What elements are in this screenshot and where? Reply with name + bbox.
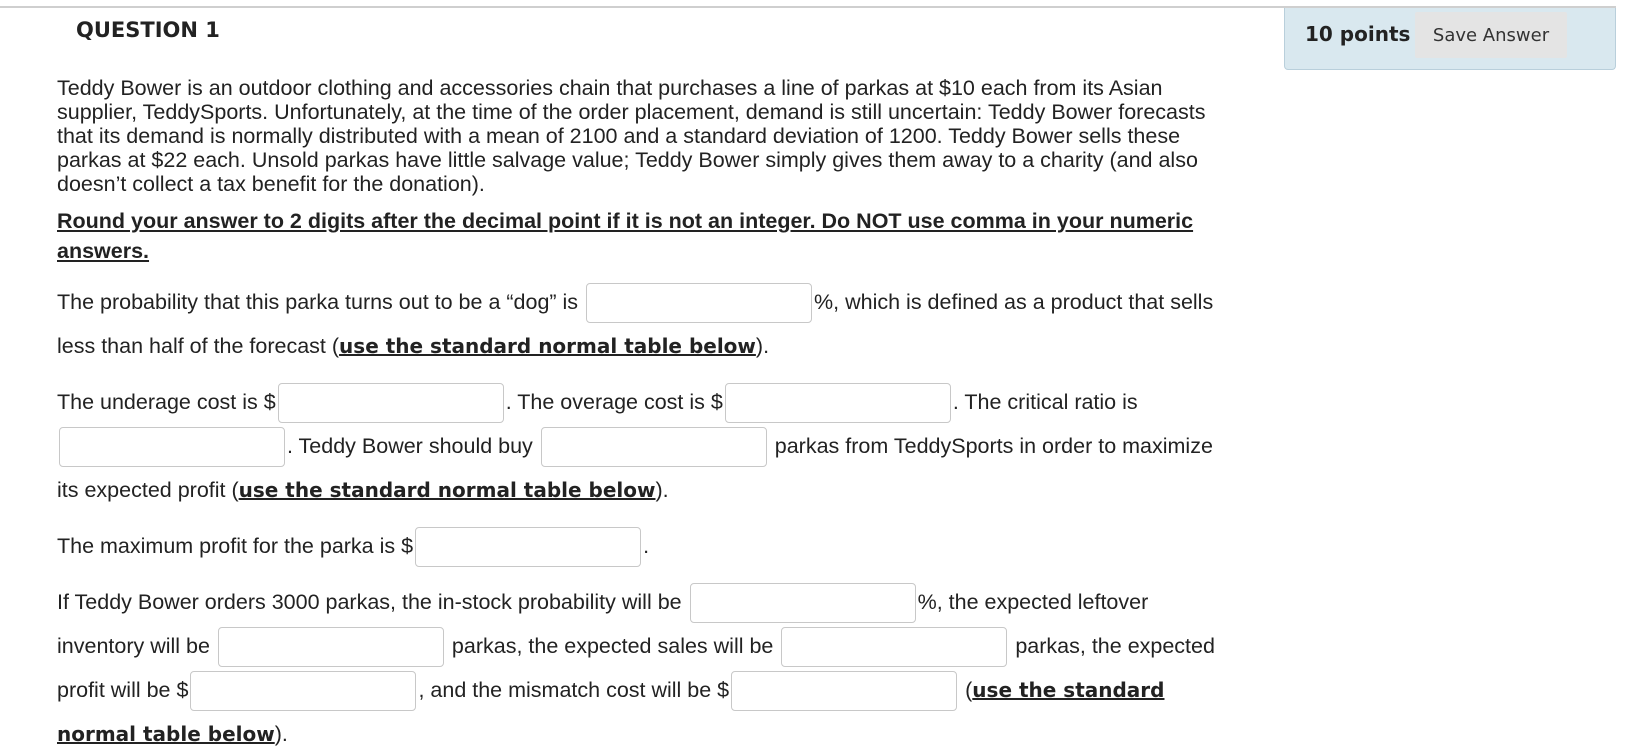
text: The probability that this parka turns out to be a “dog” is (57, 290, 585, 314)
overage-cost-input[interactable] (725, 383, 951, 423)
order-3000-paragraph (57, 580, 1217, 756)
text: %, which is defined as a product that sells less than half of the forecast ( (57, 290, 1214, 358)
rounding-instruction: Round your answer to 2 digits after the decimal point if it is not an integer. Do NOT use comma in your numeric answers. (57, 209, 1194, 263)
text: . (643, 534, 650, 558)
save-answer-button[interactable]: Save Answer (1415, 12, 1567, 58)
text: . The overage cost is $ (505, 390, 723, 414)
question-title: QUESTION 1 (76, 18, 220, 42)
points-label: 10 points (1305, 22, 1411, 46)
underage-cost-input[interactable] (278, 383, 504, 423)
text: %, the expected leftover inventory will be (57, 590, 1149, 658)
text: parkas from TeddySports in order to maximize its expected profit ( (57, 434, 1213, 502)
text: , and the mismatch cost will be $ (418, 678, 730, 702)
question-body (57, 76, 1217, 756)
text: ). (274, 722, 288, 746)
text: . Teddy Bower should buy (287, 434, 539, 458)
text: parkas, the expected profit will be $ (57, 634, 1215, 702)
text: . The critical ratio is (952, 390, 1138, 414)
text: The maximum profit for the parka is $ (57, 534, 414, 558)
dog-probability-paragraph (57, 280, 1217, 368)
text: The underage cost is $ (57, 390, 276, 414)
critical-ratio-input[interactable] (59, 427, 285, 467)
text: ). (755, 334, 770, 358)
text: If Teddy Bower orders 3000 parkas, the in-stock probability will be (57, 590, 688, 614)
text: parkas, the expected sales will be (445, 634, 780, 658)
normal-table-link[interactable]: use the standard normal table below (57, 678, 1165, 746)
text: ). (655, 478, 669, 502)
expected-leftover-input[interactable] (218, 627, 444, 667)
dog-probability-input[interactable] (586, 283, 812, 323)
expected-sales-input[interactable] (781, 627, 1007, 667)
expected-profit-input[interactable] (190, 671, 416, 711)
max-profit-paragraph (57, 524, 1217, 568)
normal-table-link[interactable]: use the standard normal table below (339, 334, 756, 358)
mismatch-cost-input[interactable] (731, 671, 957, 711)
points-panel (1284, 8, 1616, 70)
question-intro: Teddy Bower is an outdoor clothing and accessories chain that purchases a line of parkas at $10 each from its Asian supplier, TeddySports. Unfortunately, at the time of the order placement, demand is still uncertain: Teddy Bower forecasts that its demand is normally distributed with a mean of 2100 and a standard deviation of 1200. Teddy Bower sells these parkas at $22 each. Unsold parkas have little salvage value; Teddy Bower simply gives them away to a charity (and also doesn’t collect a tax benefit for the donation). (57, 76, 1206, 196)
normal-table-link[interactable]: use the standard normal table below (238, 478, 656, 502)
in-stock-probability-input[interactable] (690, 583, 916, 623)
order-quantity-input[interactable] (541, 427, 767, 467)
text: ( (959, 678, 973, 702)
newsvendor-paragraph (57, 380, 1217, 512)
max-profit-input[interactable] (415, 527, 641, 567)
